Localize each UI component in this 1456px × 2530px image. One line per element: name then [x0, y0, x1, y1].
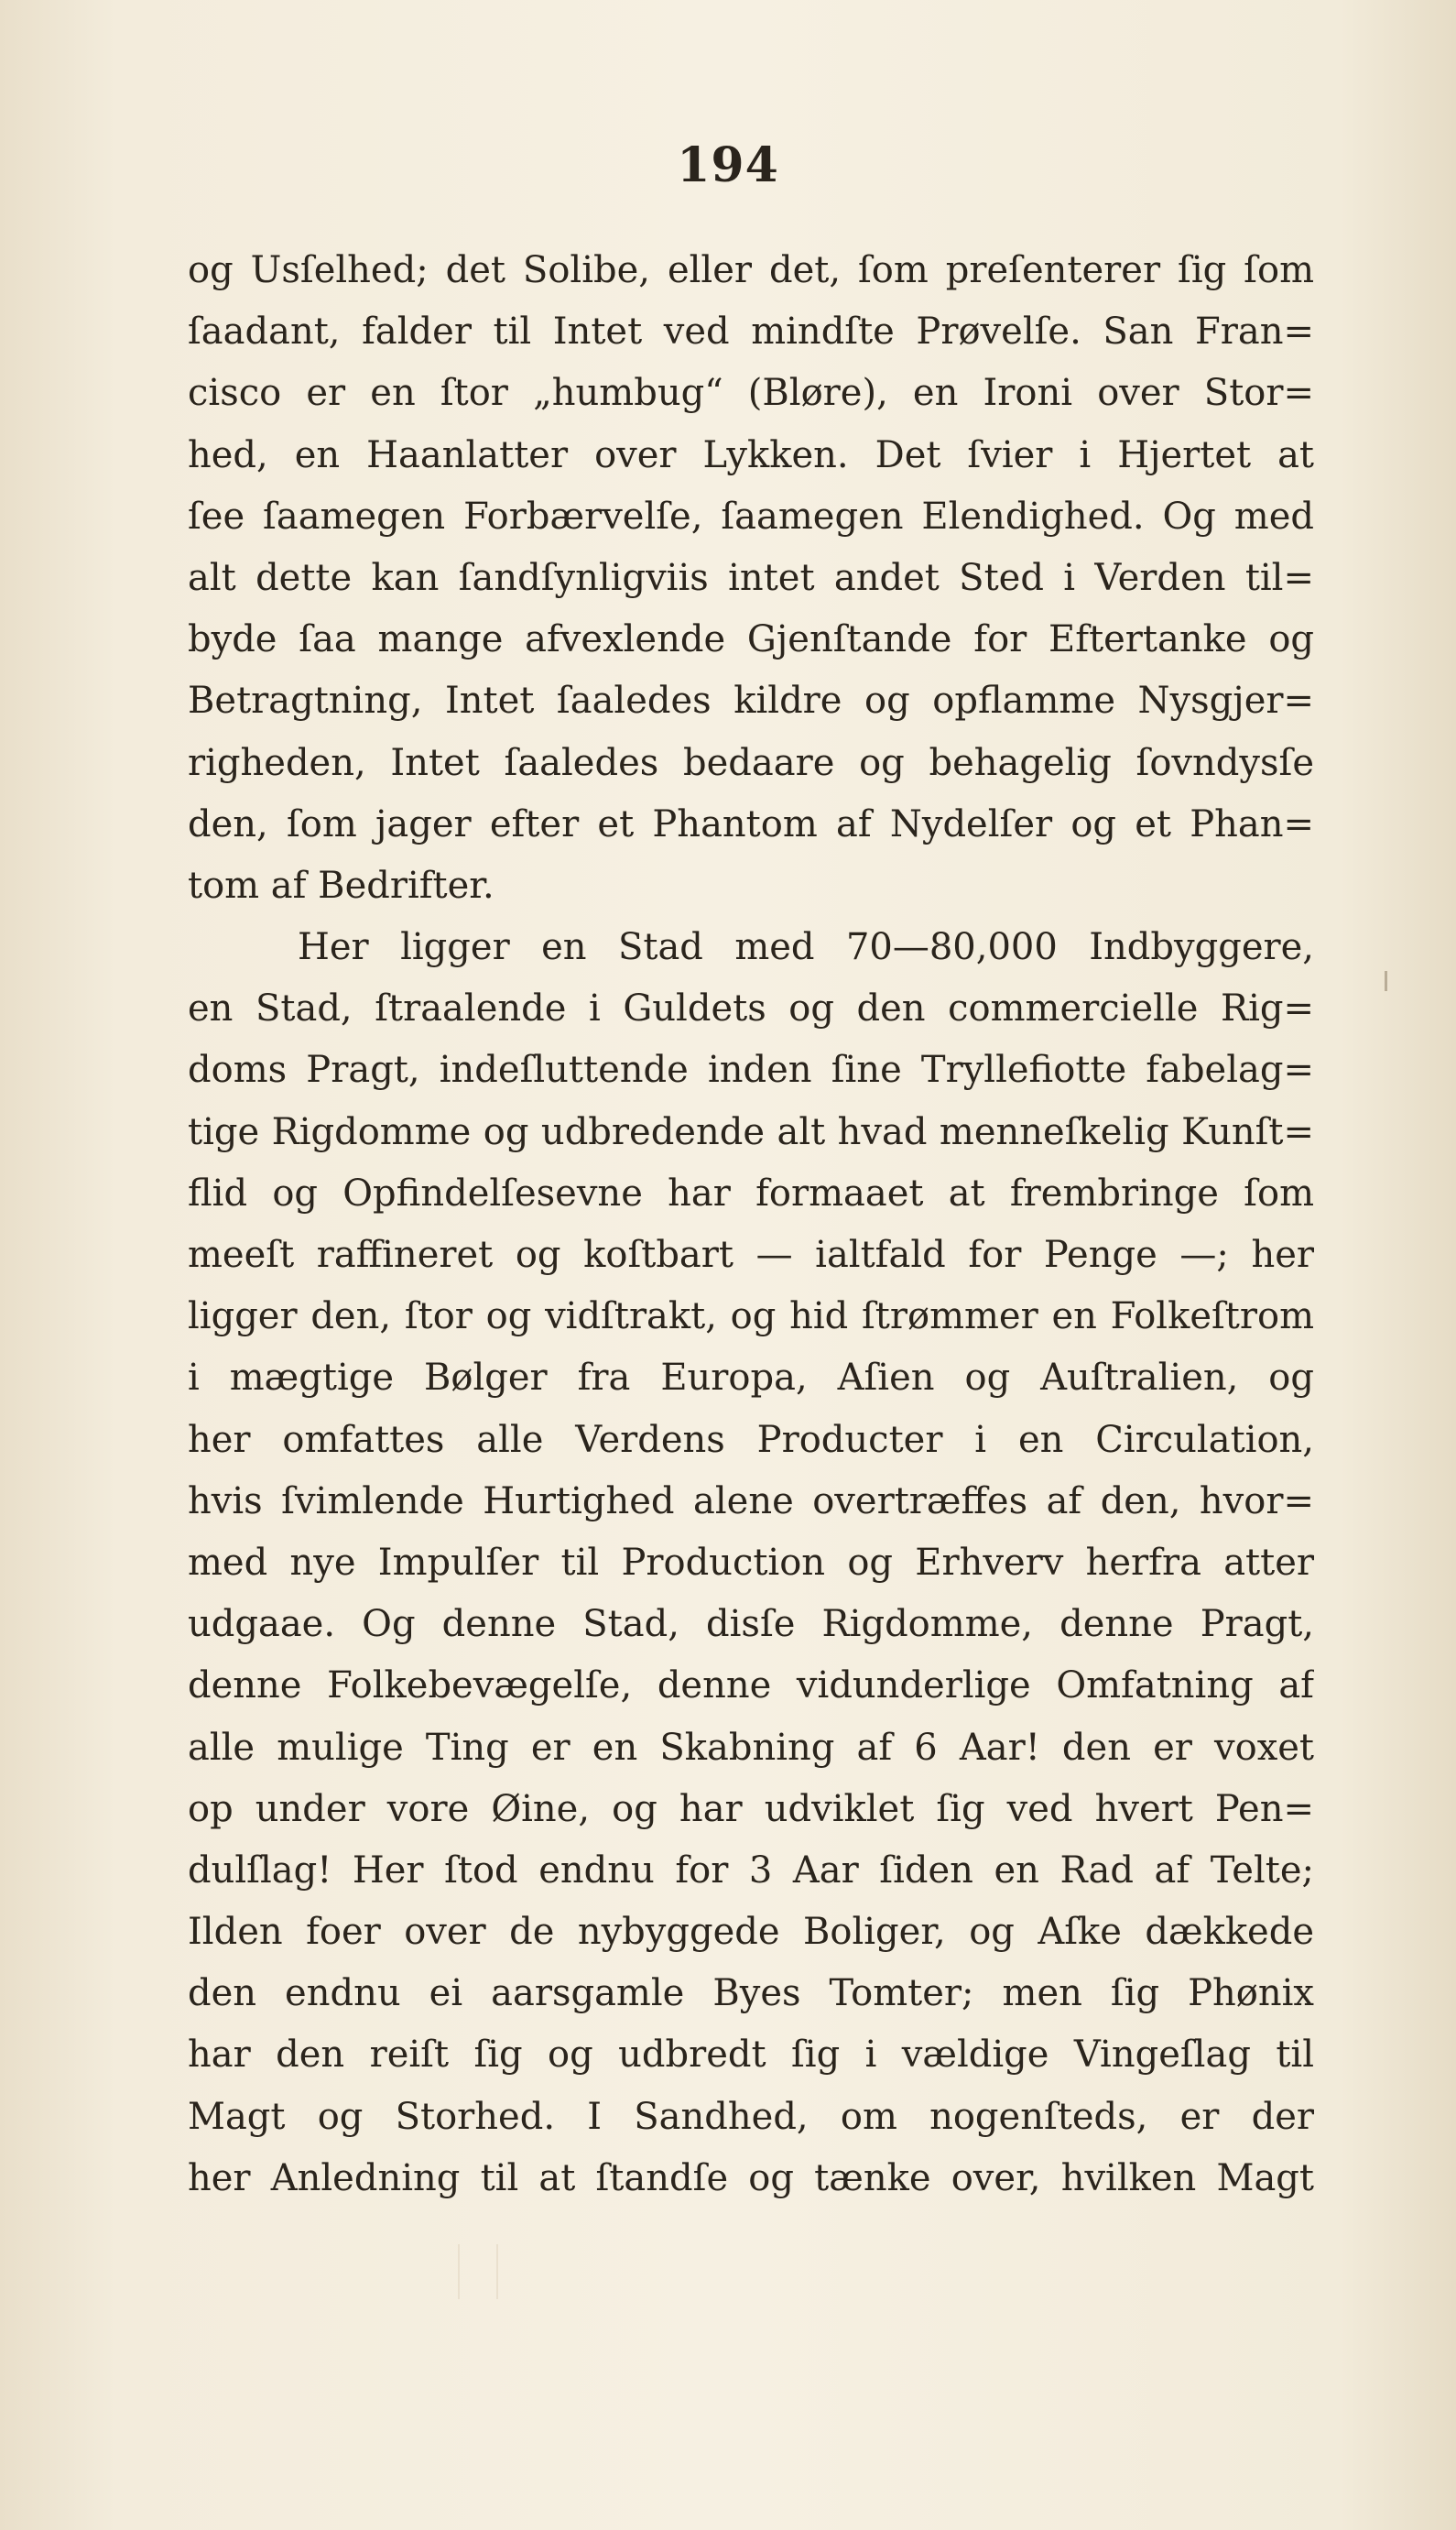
text-line: alt dette kan ſandſynligviis intet andet Sted i Verden til= [188, 556, 1314, 599]
text-line: Magt og Storhed. I Sandhed, om nogenſteds, er der [188, 2095, 1314, 2138]
text-line: hed, en Haanlatter over Lykken. Det ſvier i Hjertet at [188, 433, 1314, 476]
text-line: ſee ſaamegen Forbærvelſe, ſaamegen Elendighed. Og med [188, 495, 1314, 538]
text-line: Betragtning, Intet ſaaledes kildre og opflamme Nysgjer= [188, 680, 1314, 723]
text-line: Ilden foer over de nybyggede Boliger, og Aſke dækkede [188, 1911, 1314, 1954]
paragraph-start-line: Her ligger en Stad med 70—80,000 Indbyggere, [298, 926, 1314, 969]
text-line: byde ſaa mange afvexlende Gjenſtande for Eftertanke og [188, 618, 1314, 661]
text-line: her omfattes alle Verdens Producter i en Circulation, [188, 1418, 1314, 1461]
text-line: ligger den, ſtor og vidſtrakt, og hid ſtrømmer en Folkeſtrom [188, 1295, 1314, 1338]
margin-mark [1385, 971, 1387, 991]
text-line: i mægtige Bølger fra Europa, Aſien og Auſtralien, og [188, 1357, 1314, 1400]
text-line: tom af Bedrifter. [188, 864, 494, 907]
text-line: den endnu ei aarsgamle Byes Tomter; men ſig Phønix [188, 1972, 1314, 2015]
text-line: ſaadant, falder til Intet ved mindſte Prøvelſe. San Fran= [188, 311, 1314, 354]
text-line: cisco er en ſtor „humbug“ (Bløre), en Ironi over Stor= [188, 372, 1314, 415]
text-line: en Stad, ſtraalende i Guldets og den commercielle Rig= [188, 987, 1314, 1031]
text-line: meeſt raffineret og koſtbart — ialtfald for Penge —; her [188, 1234, 1314, 1276]
text-line: og Usſelhed; det Solibe, eller det, ſom preſenterer ſig ſom [188, 249, 1314, 291]
text-line: den, ſom jager efter et Phantom af Nydelſer og et Phan= [188, 802, 1314, 845]
body-text [188, 240, 1314, 2209]
text-line: hvis ſvimlende Hurtighed alene overtræffes af den, hvor= [188, 1479, 1314, 1522]
text-line: flid og Opfindelſesevne har formaaet at frembringe ſom [188, 1172, 1314, 1215]
page-number: 194 [677, 137, 779, 193]
text-line: har den reiſt ſig og udbredt ſig i vældige Vingeſlag til [188, 2034, 1314, 2077]
bleed-through-mark [458, 2244, 498, 2299]
text-line: alle mulige Ting er en Skabning af 6 Aar! den er voxet [188, 1726, 1314, 1769]
text-line: righeden, Intet ſaaledes bedaare og behagelig ſovndysſe [188, 741, 1314, 784]
text-line: udgaae. Og denne Stad, disſe Rigdomme, denne Pragt, [188, 1603, 1314, 1646]
text-line: med nye Impulſer til Production og Erhverv herfra atter [188, 1541, 1314, 1584]
text-line: denne Folkebevægelſe, denne vidunderlige Omfatning af [188, 1664, 1314, 1707]
text-line: her Anledning til at ſtandſe og tænke over, hvilken Magt [188, 2156, 1314, 2199]
text-line: dulſlag! Her ſtod endnu for 3 Aar ſiden en Rad af Telte; [188, 1848, 1314, 1892]
text-line: doms Pragt, indeſluttende inden ſine Tryllefiotte fabelag= [188, 1049, 1314, 1092]
text-line: tige Rigdomme og udbredende alt hvad menneſkelig Kunſt= [188, 1110, 1314, 1153]
text-line: op under vore Øine, og har udviklet ſig ved hvert Pen= [188, 1787, 1314, 1830]
